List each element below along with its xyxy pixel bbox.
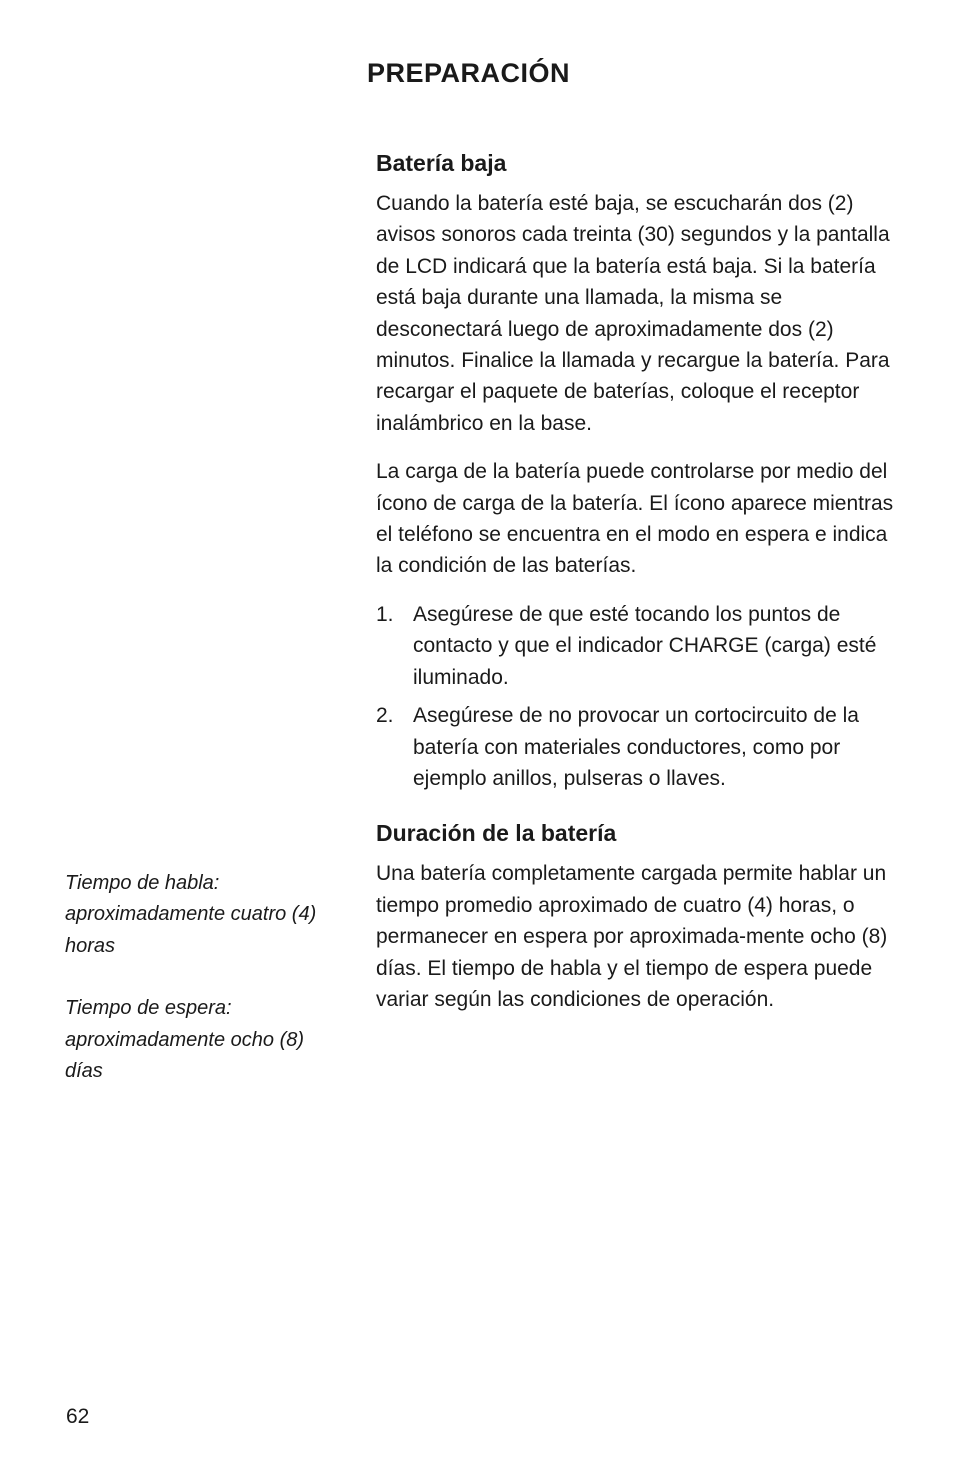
paragraph-low-battery-warning: Cuando la batería esté baja, se escucharán dos (2) avisos sonoros cada treinta (30) segundos y la pantalla de LCD indicará que la batería está baja. Si la batería está baja durante una llamada, la misma se desconectará luego de aproximadamente dos (2) minutos. Finalice la llamada y recargue la batería. Para recargar el paquete de baterías, coloque el receptor inalámbrico en la base. <box>376 192 890 435</box>
sidebar-talk-time: Tiempo de habla: aproximadamente cuatro (4) horas <box>65 872 317 957</box>
sidebar-notes <box>65 868 325 1118</box>
list-item-text: Asegúrese de que esté tocando los puntos de contacto y que el indicador CHARGE (carga) esté iluminado. <box>413 602 877 689</box>
paragraph-battery-life: Una batería completamente cargada permite hablar un tiempo promedio aproximado de cuatro (4) horas, o permanecer en espera por aproximada-mente ocho (8) días. El tiempo de habla y el tiempo de espera puede variar según las condiciones de operación. <box>376 862 888 1011</box>
sidebar-standby-time: Tiempo de espera: aproximadamente ocho (8) días <box>65 997 305 1083</box>
list-item-number: 1. <box>376 602 394 626</box>
list-item <box>376 700 906 794</box>
page-title: PREPARACIÓN <box>367 58 571 88</box>
list-item-number: 2. <box>376 704 394 728</box>
list-item-text: Asegúrese de no provocar un cortocircuito de la batería con materiales conductores, como por ejemplo anillos, pulseras o llaves. <box>413 704 859 790</box>
main-content <box>376 146 906 1032</box>
list-item <box>376 599 906 693</box>
section-heading-low-battery: Batería baja <box>376 150 507 176</box>
page-number: 62 <box>66 1405 90 1428</box>
section-heading-battery-life: Duración de la batería <box>376 820 617 847</box>
paragraph-charge-icon: La carga de la batería puede controlarse por medio del ícono de carga de la batería. El ícono aparece mientras el teléfono se encuentra en el modo en espera e indica la condición de las baterías. <box>376 460 894 578</box>
instruction-list <box>376 599 906 794</box>
